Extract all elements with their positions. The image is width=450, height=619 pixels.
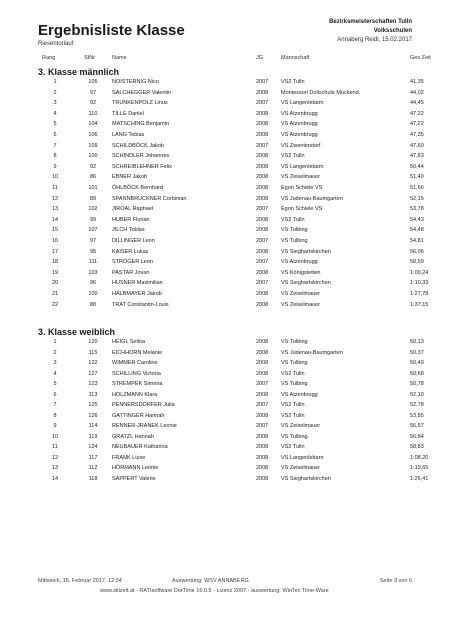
cell-time: 54,43 xyxy=(410,216,424,223)
col-header-jg: JG xyxy=(256,55,264,61)
cell-team: Egon Schiele VS xyxy=(281,185,323,191)
cell-team: VS Tulbing xyxy=(281,433,308,440)
cell-rang: 2 xyxy=(53,89,57,96)
cell-team: VS Zeiselmauer xyxy=(281,301,321,308)
cell-time: 44,02 xyxy=(410,89,424,96)
cell-jg: 2008 xyxy=(256,216,269,223)
table-row xyxy=(0,360,450,370)
col-header-time: Ges.Zeit xyxy=(410,55,431,61)
cell-name: EICHHORN Melanie xyxy=(112,349,163,356)
cell-jg: 2008 xyxy=(256,301,269,308)
cell-name: STRÖGER Leon xyxy=(112,259,153,266)
cell-rang: 5 xyxy=(53,381,57,387)
cell-stnr: 97 xyxy=(89,238,97,244)
cell-stnr: 92 xyxy=(89,163,97,170)
cell-jg: 2008 xyxy=(256,465,269,471)
cell-time: 1:27,78 xyxy=(410,291,429,297)
cell-rang: 8 xyxy=(53,153,57,160)
table-row xyxy=(0,143,450,153)
cell-team: VS Tulbing xyxy=(281,227,308,234)
cell-team: VS Langenlebarn xyxy=(281,100,324,107)
cell-jg: 2008 xyxy=(256,132,269,138)
cell-time: 54,48 xyxy=(410,227,424,234)
cell-stnr: 124 xyxy=(88,444,98,450)
table-row xyxy=(0,153,450,163)
cell-name: PASTAR Jovan xyxy=(112,269,150,276)
cell-jg: 2008 xyxy=(256,339,269,345)
discipline-subtitle: Riesentorlauf xyxy=(38,41,74,47)
cell-name: SCHINDLER Johannes xyxy=(112,153,170,160)
cell-time: 47,63 xyxy=(410,153,424,160)
table-row xyxy=(0,111,450,121)
cell-team: VS Atzenbrugg xyxy=(281,132,318,138)
cell-time: 44,45 xyxy=(410,100,424,107)
cell-rang: 3 xyxy=(53,100,57,107)
cell-time: 1:19,65 xyxy=(410,465,429,471)
cell-rang: 6 xyxy=(53,132,57,138)
cell-stnr: 102 xyxy=(88,206,98,213)
table-row xyxy=(0,434,450,444)
cell-time: 1:10,33 xyxy=(410,280,429,287)
cell-jg: 2008 xyxy=(256,110,269,117)
table-row xyxy=(0,423,450,433)
cell-team: VS Zeiselmauer xyxy=(281,291,321,297)
cell-rang: 14 xyxy=(51,216,59,223)
cell-rang: 22 xyxy=(51,301,59,308)
cell-time: 41,35 xyxy=(410,79,424,85)
cell-name: HÖRMANN Leonie xyxy=(112,465,159,471)
cell-time: 51,40 xyxy=(410,174,424,181)
cell-stnr: 89 xyxy=(89,195,97,202)
cell-time: 52,15 xyxy=(410,195,424,202)
cell-time: 50,78 xyxy=(410,381,424,387)
cell-stnr: 123 xyxy=(88,381,98,387)
cell-stnr: 111 xyxy=(88,259,98,266)
cell-rang: 12 xyxy=(51,195,59,202)
cell-time: 47,35 xyxy=(410,132,424,138)
cell-team: VS Zeiselmauer xyxy=(281,174,321,181)
cell-rang: 21 xyxy=(51,291,59,297)
table-row xyxy=(0,132,450,142)
cell-team: VS Tulbing xyxy=(281,381,308,387)
cell-stnr: 120 xyxy=(88,339,98,345)
cell-time: 56,57 xyxy=(410,423,424,429)
cell-time: 58,59 xyxy=(410,259,424,266)
table-row xyxy=(0,90,450,100)
cell-team: VS Langenlebarn xyxy=(281,454,324,461)
cell-rang: 7 xyxy=(53,402,57,408)
cell-name: TILLE Daniel xyxy=(112,110,144,117)
table-row xyxy=(0,79,450,89)
cell-jg: 2007 xyxy=(256,423,269,429)
cell-rang: 8 xyxy=(53,412,57,419)
footer-software-credit: www.skizeit.at - RATIsoftware DorTime 16.0.5 - Lizenz 2007 - auswertung: WinTec Time-Ware xyxy=(100,588,329,594)
cell-team: VS Sieghartskirchen xyxy=(281,248,331,255)
cell-team: VS2 Tulln xyxy=(281,412,305,419)
cell-name: SAPPERT Valerie xyxy=(112,475,156,482)
cell-stnr: 92 xyxy=(89,100,97,107)
cell-team: VS Zwentendorf xyxy=(281,142,321,149)
table-row xyxy=(0,121,450,131)
table-row xyxy=(0,100,450,110)
cell-team: VS2 Tulln xyxy=(281,370,305,377)
cell-jg: 2008 xyxy=(256,349,269,356)
cell-jg: 2008 xyxy=(256,195,269,202)
cell-name: SCHREIBLEHNER Felix xyxy=(112,163,172,170)
cell-name: SPANNBRUCKNER Corbinian xyxy=(112,195,187,202)
cell-time: 47,22 xyxy=(410,121,424,128)
col-header-stnr: StNr xyxy=(84,55,95,61)
cell-jg: 2007 xyxy=(256,142,269,149)
cell-team: VS Judenau-Baumgarten xyxy=(281,195,343,202)
cell-time: 47,60 xyxy=(410,142,424,149)
cell-rang: 10 xyxy=(51,174,59,181)
table-row xyxy=(0,280,450,290)
cell-stnr: 103 xyxy=(88,269,98,276)
cell-jg: 2008 xyxy=(256,360,269,366)
cell-jg: 2007 xyxy=(256,238,269,244)
cell-time: 58,83 xyxy=(410,444,424,450)
table-row xyxy=(0,227,450,237)
table-row xyxy=(0,339,450,349)
cell-name: RENNER-JRANEK Leonie xyxy=(112,423,177,429)
cell-jg: 2008 xyxy=(256,291,269,297)
cell-jg: 2008 xyxy=(256,412,269,419)
cell-stnr: 125 xyxy=(88,402,98,408)
cell-time: 1:00,24 xyxy=(410,269,429,276)
cell-rang: 11 xyxy=(52,185,58,191)
cell-jg: 2008 xyxy=(256,185,269,191)
cell-stnr: 126 xyxy=(88,412,98,419)
cell-name: STREMPEK Simona xyxy=(112,381,163,387)
col-header-rang: Rang xyxy=(42,55,56,61)
cell-team: VS Judenau-Baumgarten xyxy=(281,349,343,356)
cell-name: EBNER Jakob xyxy=(112,174,148,181)
cell-time: 53,85 xyxy=(410,412,424,419)
cell-rang: 5 xyxy=(53,121,57,128)
cell-time: 50,37 xyxy=(410,349,424,356)
cell-jg: 2008 xyxy=(256,269,269,276)
section-title-female: 3. Klasse weiblich xyxy=(38,327,116,337)
cell-stnr: 107 xyxy=(88,227,98,234)
cell-team: VS Tulbing xyxy=(281,339,308,345)
table-row xyxy=(0,302,450,312)
cell-name: NOISTERNIG Nico xyxy=(112,79,159,85)
cell-jg: 2008 xyxy=(256,370,269,377)
cell-stnr: 106 xyxy=(88,132,98,138)
event-name: Bezirksmeisterschaften Tulln xyxy=(329,19,412,25)
cell-rang: 19 xyxy=(51,269,59,276)
cell-time: 52,78 xyxy=(410,402,424,408)
cell-time: 56,84 xyxy=(410,433,424,440)
footer-organizer: Auswertung: WSV ANNABERG xyxy=(172,578,249,584)
cell-team: VS Langenlebarn xyxy=(281,163,324,170)
cell-rang: 11 xyxy=(52,444,58,450)
table-row xyxy=(0,185,450,195)
cell-rang: 7 xyxy=(53,142,57,149)
cell-team: VS Königstetten xyxy=(281,269,321,276)
cell-jg: 2008 xyxy=(256,475,269,482)
cell-stnr: 99 xyxy=(89,216,97,223)
cell-rang: 13 xyxy=(51,465,59,471)
cell-team: VS2 Tulln xyxy=(281,153,305,160)
table-row xyxy=(0,174,450,184)
cell-jg: 2007 xyxy=(256,79,269,85)
cell-time: 54,81 xyxy=(410,238,424,244)
cell-name: HALBMAYER Jakob xyxy=(112,291,162,297)
cell-stnr: 122 xyxy=(88,360,98,366)
cell-team: Egon Schiele VS xyxy=(281,206,323,213)
event-location-date: Annaberg Reidl, 15.02.2017 xyxy=(337,37,412,43)
table-row xyxy=(0,270,450,280)
table-row xyxy=(0,206,450,216)
cell-stnr: 96 xyxy=(89,280,97,287)
cell-name: WIMMER Caroline xyxy=(112,360,158,366)
cell-name: SCHILDBÖCK Jakob xyxy=(112,142,164,149)
col-header-name: Name xyxy=(112,55,127,61)
cell-name: JILCH Tobias xyxy=(112,227,145,234)
cell-time: 50,68 xyxy=(410,370,424,377)
cell-rang: 17 xyxy=(51,248,59,255)
cell-jg: 2008 xyxy=(256,163,269,170)
cell-team: VS Atzenbrugg xyxy=(281,121,318,128)
page-title: Ergebnisliste Klasse xyxy=(38,22,185,39)
cell-team: Montessori Dollschule Muckend. xyxy=(281,89,361,96)
cell-jg: 2008 xyxy=(256,433,269,440)
cell-rang: 15 xyxy=(51,227,59,234)
cell-time: 50,13 xyxy=(410,339,424,345)
table-row xyxy=(0,402,450,412)
cell-rang: 1 xyxy=(53,79,57,85)
cell-stnr: 100 xyxy=(88,291,98,297)
cell-rang: 4 xyxy=(53,370,57,377)
cell-jg: 2007 xyxy=(256,402,269,408)
cell-name: HUSNER Maximilian xyxy=(112,280,163,287)
cell-name: HOLZMANN Klara xyxy=(112,391,158,398)
cell-name: HUBER Florian xyxy=(112,216,150,223)
table-row xyxy=(0,249,450,259)
cell-jg: 2007 xyxy=(256,100,269,107)
cell-jg: 2007 xyxy=(256,381,269,387)
cell-jg: 2008 xyxy=(256,444,269,450)
cell-jg: 2008 xyxy=(256,391,269,398)
cell-team: VS2 Tulln xyxy=(281,216,305,223)
table-row xyxy=(0,238,450,248)
cell-stnr: 114 xyxy=(88,423,98,429)
table-row xyxy=(0,259,450,269)
cell-time: 53,78 xyxy=(410,206,424,213)
cell-jg: 2008 xyxy=(256,454,269,461)
cell-rang: 16 xyxy=(51,238,59,244)
cell-stnr: 104 xyxy=(88,121,98,128)
cell-name: SALCHEGGER Valentin xyxy=(112,89,172,96)
cell-name: NEUBAUER Katharina xyxy=(112,444,168,450)
cell-name: ÖHLBÖCK Bernhard xyxy=(112,185,164,191)
cell-stnr: 118 xyxy=(88,475,98,482)
cell-team: VS2 Tulln xyxy=(281,402,305,408)
cell-time: 50,49 xyxy=(410,360,424,366)
table-row xyxy=(0,476,450,486)
cell-rang: 9 xyxy=(53,423,57,429)
cell-rang: 6 xyxy=(53,391,57,398)
table-row xyxy=(0,465,450,475)
cell-stnr: 115 xyxy=(88,349,98,356)
cell-stnr: 109 xyxy=(88,142,98,149)
cell-name: DILLINGER Leon xyxy=(112,238,155,244)
cell-jg: 2008 xyxy=(256,89,269,96)
cell-stnr: 112 xyxy=(88,465,98,471)
cell-stnr: 110 xyxy=(88,110,98,117)
cell-rang: 3 xyxy=(53,360,57,366)
table-row xyxy=(0,196,450,206)
cell-name: PENNERSDORFER Julia xyxy=(112,402,175,408)
cell-jg: 2008 xyxy=(256,121,269,128)
cell-name: FRANK Luise xyxy=(112,454,146,461)
cell-rang: 9 xyxy=(53,163,57,170)
cell-time: 51,66 xyxy=(410,185,424,191)
cell-rang: 12 xyxy=(51,454,59,461)
cell-name: TRUNKENPOLZ Linus xyxy=(112,100,168,107)
cell-stnr: 119 xyxy=(88,433,98,440)
cell-stnr: 117 xyxy=(88,454,98,461)
table-row xyxy=(0,371,450,381)
cell-jg: 2008 xyxy=(256,174,269,181)
cell-team: VS Atzenbrugg xyxy=(281,110,318,117)
cell-time: 52,10 xyxy=(410,391,424,398)
cell-stnr: 97 xyxy=(89,89,97,96)
table-row xyxy=(0,381,450,391)
cell-team: VS Sieghartskirchen xyxy=(281,280,331,287)
cell-team: VS2 Tulln xyxy=(281,79,305,85)
footer-page-number: Seite 3 von 6 xyxy=(379,578,412,584)
event-category: Volksschulen xyxy=(373,28,412,34)
cell-rang: 20 xyxy=(51,280,59,287)
cell-name: GATTINGER Hannah xyxy=(112,412,165,419)
cell-team: VS Sieghartskirchen xyxy=(281,475,331,482)
table-row xyxy=(0,392,450,402)
cell-name: MATSCHING Benjamin xyxy=(112,121,170,128)
section-title-male: 3. Klasse männlich xyxy=(38,67,120,77)
table-row xyxy=(0,217,450,227)
cell-time: 1:37,15 xyxy=(410,301,429,308)
cell-rang: 14 xyxy=(51,475,59,482)
table-row xyxy=(0,444,450,454)
cell-name: HEIGL Selina xyxy=(112,339,146,345)
cell-stnr: 100 xyxy=(88,153,98,160)
table-row xyxy=(0,413,450,423)
cell-name: GRATZL Hannah xyxy=(112,433,154,440)
cell-name: KAISER Lukas xyxy=(112,248,149,255)
cell-team: VS Atzenbrugg xyxy=(281,391,318,398)
cell-time: 1:26,41 xyxy=(410,475,429,482)
cell-jg: 2008 xyxy=(256,227,269,234)
cell-stnr: 105 xyxy=(88,79,98,85)
cell-team: VS Tulbing xyxy=(281,360,308,366)
cell-name: TRAT Constantin-Louis xyxy=(112,301,169,308)
cell-stnr: 86 xyxy=(89,174,97,181)
cell-time: 50,44 xyxy=(410,163,424,170)
cell-time: 56,06 xyxy=(410,248,424,255)
cell-rang: 10 xyxy=(51,433,59,440)
cell-stnr: 113 xyxy=(88,391,98,398)
cell-jg: 2007 xyxy=(256,206,269,213)
cell-stnr: 127 xyxy=(88,370,98,377)
table-row xyxy=(0,291,450,301)
cell-rang: 18 xyxy=(51,259,59,266)
cell-jg: 2007 xyxy=(256,280,269,287)
table-row xyxy=(0,164,450,174)
table-row xyxy=(0,455,450,465)
cell-jg: 2008 xyxy=(256,248,269,255)
cell-team: VS Zeiselmauer xyxy=(281,423,321,429)
cell-jg: 2007 xyxy=(256,259,269,266)
cell-team: VS Atzenbrugg xyxy=(281,259,318,266)
cell-name: SCHILLING Victoria xyxy=(112,370,161,377)
cell-stnr: 101 xyxy=(88,185,98,191)
col-header-team: Mannschaft xyxy=(281,55,310,61)
cell-stnr: 95 xyxy=(89,248,97,255)
cell-rang: 13 xyxy=(51,206,59,213)
cell-time: 1:08,20 xyxy=(410,454,429,461)
cell-jg: 2008 xyxy=(256,153,269,160)
cell-team: VS Tulbing xyxy=(281,238,308,244)
cell-stnr: 88 xyxy=(89,301,97,308)
cell-name: LANG Tobias xyxy=(112,132,145,138)
footer-date: Mittwoch, 15. Februar 2017, 12:34 xyxy=(38,578,122,584)
cell-rang: 2 xyxy=(53,349,57,356)
cell-rang: 1 xyxy=(53,339,57,345)
cell-time: 47,22 xyxy=(410,110,424,117)
cell-rang: 4 xyxy=(53,110,57,117)
cell-team: VS Zeiselmauer xyxy=(281,465,321,471)
cell-team: VS2 Tulln xyxy=(281,444,305,450)
table-row xyxy=(0,350,450,360)
cell-name: JIROAL Raphael xyxy=(112,206,154,213)
